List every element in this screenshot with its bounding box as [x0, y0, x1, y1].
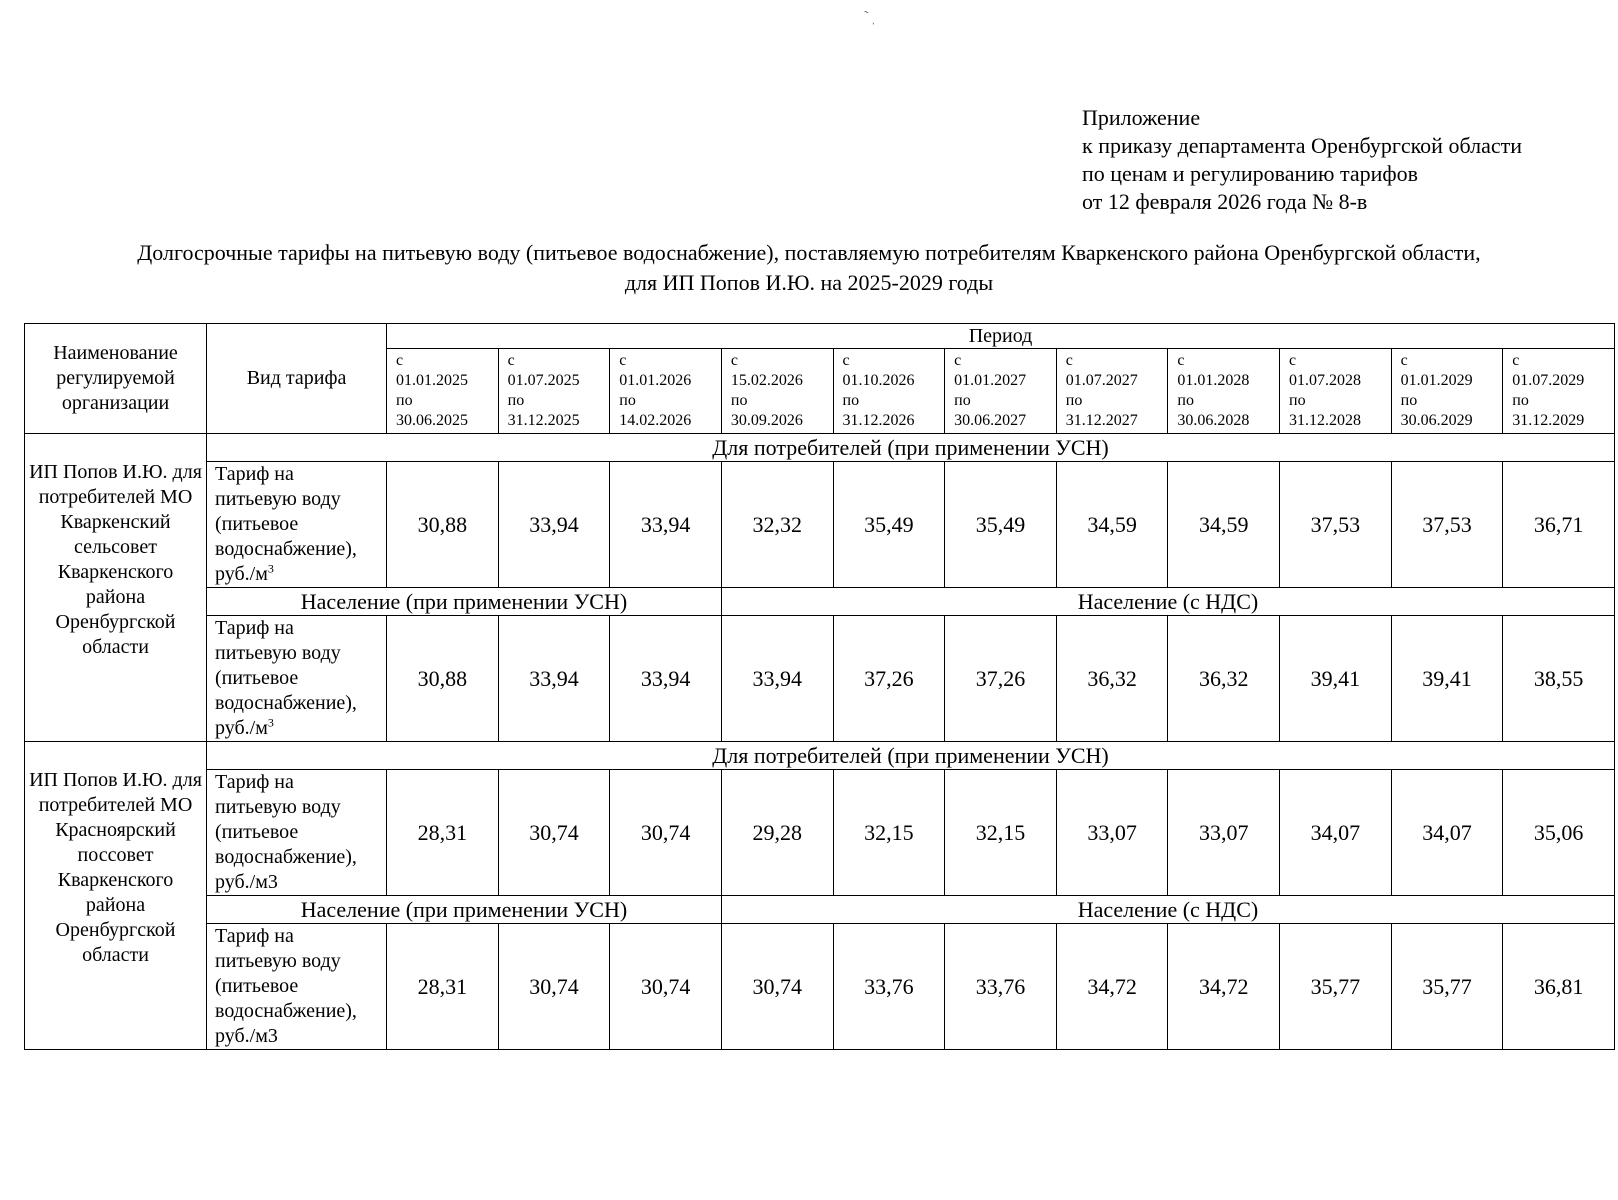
tariff-value: 33,94 — [498, 462, 610, 588]
table-row — [25, 462, 1615, 588]
tariff-value: 32,32 — [721, 462, 833, 588]
period-to: 30.06.2027 — [954, 412, 1027, 429]
period-header-cell — [610, 349, 722, 434]
period-c: с — [1400, 352, 1408, 369]
tariff-value: 28,31 — [387, 770, 499, 896]
tariff-value: 36,32 — [1056, 616, 1168, 742]
period-header-cell — [1168, 349, 1280, 434]
tariff-value: 33,94 — [610, 616, 722, 742]
period-from: 01.01.2025 — [396, 372, 469, 389]
header-org: Наименование регулируемой организации — [25, 324, 207, 434]
tariff-value: 35,49 — [833, 462, 945, 588]
title-line-2: для ИП Попов И.Ю. на 2025-2029 годы — [624, 270, 994, 295]
section-row — [25, 896, 1615, 924]
tariff-value: 30,74 — [721, 924, 833, 1050]
organization-name: ИП Попов И.Ю. для потребителей МО Кваркенский сельсовет Кваркенского района Оренбургской области — [25, 434, 207, 742]
period-c: с — [730, 352, 739, 369]
period-po: по — [1289, 392, 1306, 409]
tariff-kind — [207, 616, 387, 742]
period-po: по — [1177, 392, 1194, 409]
tariff-value: 30,74 — [610, 924, 722, 1050]
tariff-value: 35,06 — [1503, 770, 1615, 896]
period-from: 01.07.2025 — [507, 372, 580, 389]
tariff-value: 37,53 — [1391, 462, 1503, 588]
period-c: с — [507, 352, 515, 369]
tariff-kind-label: Тариф на питьевую воду (питьевое водоснабжение), руб./м — [215, 617, 357, 739]
consumers-heading: Для потребителей (при применении УСН) — [207, 434, 1615, 462]
period-c: с — [1065, 352, 1073, 369]
consumers-heading: Для потребителей (при применении УСН) — [207, 742, 1615, 770]
tariff-value: 34,72 — [1056, 924, 1168, 1050]
tariff-kind-label: Тариф на питьевую воду (питьевое водоснабжение), руб./м — [215, 463, 357, 585]
period-po: по — [1512, 392, 1529, 409]
organization-name: ИП Попов И.Ю. для потребителей МО Красноярский поссовет Кваркенского района Оренбургской области — [25, 742, 207, 1050]
period-c: с — [1289, 352, 1297, 369]
period-to: 31.12.2025 — [507, 412, 580, 429]
period-from: 01.07.2028 — [1289, 372, 1362, 389]
period-to: 31.12.2029 — [1512, 412, 1585, 429]
appendix-line: Приложение — [1082, 105, 1201, 130]
document-title — [0, 238, 1618, 298]
tariff-value: 34,59 — [1168, 462, 1280, 588]
appendix-block — [1082, 104, 1522, 216]
table-row — [25, 924, 1615, 1050]
period-to: 30.06.2029 — [1400, 412, 1473, 429]
period-c: с — [954, 352, 962, 369]
scan-artifact: ˜ ˎ — [861, 9, 881, 27]
period-header-cell — [498, 349, 610, 434]
tariff-value: 32,15 — [945, 770, 1057, 896]
tariff-value: 33,94 — [721, 616, 833, 742]
tariff-value: 39,41 — [1391, 616, 1503, 742]
period-from: 01.07.2027 — [1065, 372, 1138, 389]
population-usn-heading: Население (при применении УСН) — [207, 896, 722, 924]
header-tariff-kind: Вид тарифа — [207, 324, 387, 434]
period-po: по — [1400, 392, 1418, 409]
period-po: по — [954, 392, 971, 409]
tariff-value: 34,72 — [1168, 924, 1280, 1050]
period-from: 01.01.2028 — [1177, 372, 1250, 389]
tariff-value: 30,74 — [498, 924, 610, 1050]
tariff-value: 34,07 — [1280, 770, 1392, 896]
period-po: по — [507, 392, 525, 409]
period-to: 31.12.2026 — [842, 412, 915, 429]
tariff-value: 30,88 — [387, 616, 499, 742]
header-period: Период — [387, 324, 1615, 349]
tariff-kind — [207, 770, 387, 896]
period-header-cell — [1280, 349, 1392, 434]
population-vat-heading: Население (с НДС) — [721, 896, 1614, 924]
tariff-value: 33,94 — [498, 616, 610, 742]
period-to: 30.09.2026 — [730, 412, 803, 429]
tariff-value: 32,15 — [833, 770, 945, 896]
tariff-kind-label: Тариф на питьевую воду (питьевое водоснабжение), руб./м3 — [215, 925, 357, 1047]
unit-superscript: 3 — [267, 561, 274, 576]
title-line-1: Долгосрочные тарифы на питьевую воду (питьевое водоснабжение), поставляемую потребителям Кваркенского района Оренбургской области, — [137, 240, 1481, 265]
tariff-kind — [207, 462, 387, 588]
appendix-line: от 12 февраля 2026 года № 8-в — [1082, 189, 1368, 214]
tariff-value: 38,55 — [1503, 616, 1615, 742]
tariff-value: 36,71 — [1503, 462, 1615, 588]
tariff-kind-label: Тариф на питьевую воду (питьевое водоснабжение), руб./м3 — [215, 771, 357, 893]
period-po: по — [396, 392, 413, 409]
period-header-cell — [387, 349, 499, 434]
tariff-value: 33,94 — [610, 462, 722, 588]
tariff-value: 35,49 — [945, 462, 1057, 588]
period-to: 31.12.2027 — [1065, 412, 1138, 429]
period-po: по — [619, 392, 636, 409]
period-from: 01.01.2029 — [1400, 372, 1473, 389]
tariff-value: 29,28 — [721, 770, 833, 896]
period-from: 01.01.2026 — [619, 372, 692, 389]
period-to: 14.02.2026 — [619, 412, 692, 429]
section-row — [25, 588, 1615, 616]
period-to: 30.06.2028 — [1177, 412, 1250, 429]
period-po: по — [1065, 392, 1083, 409]
period-to: 30.06.2025 — [396, 412, 469, 429]
section-row — [25, 742, 1615, 770]
tariff-table — [24, 323, 1615, 1050]
table-row — [25, 770, 1615, 896]
period-header-cell — [1056, 349, 1168, 434]
tariff-value: 33,07 — [1056, 770, 1168, 896]
tariff-value: 36,81 — [1503, 924, 1615, 1050]
period-from: 15.02.2026 — [730, 372, 803, 389]
population-vat-heading: Население (с НДС) — [721, 588, 1614, 616]
section-row — [25, 434, 1615, 462]
tariff-value: 30,88 — [387, 462, 499, 588]
appendix-line: по ценам и регулированию тарифов — [1082, 161, 1419, 186]
period-to: 31.12.2028 — [1289, 412, 1362, 429]
tariff-kind — [207, 924, 387, 1050]
period-c: с — [619, 352, 627, 369]
period-header-cell — [945, 349, 1057, 434]
tariff-value: 37,26 — [833, 616, 945, 742]
tariff-value: 30,74 — [498, 770, 610, 896]
tariff-value: 39,41 — [1280, 616, 1392, 742]
tariff-value: 33,07 — [1168, 770, 1280, 896]
period-po: по — [730, 392, 748, 409]
tariff-value: 30,74 — [610, 770, 722, 896]
period-header-cell — [833, 349, 945, 434]
period-c: с — [1177, 352, 1185, 369]
period-po: по — [842, 392, 860, 409]
period-c: с — [1512, 352, 1520, 369]
tariff-value: 37,26 — [945, 616, 1057, 742]
tariff-value: 37,53 — [1280, 462, 1392, 588]
tariff-value: 34,59 — [1056, 462, 1168, 588]
period-from: 01.01.2027 — [954, 372, 1027, 389]
period-from: 01.10.2026 — [842, 372, 915, 389]
period-c: с — [842, 352, 850, 369]
tariff-value: 33,76 — [945, 924, 1057, 1050]
period-c: с — [396, 352, 404, 369]
table-row — [25, 616, 1615, 742]
period-header-cell — [721, 349, 833, 434]
population-usn-heading: Население (при применении УСН) — [207, 588, 722, 616]
unit-superscript: 3 — [267, 715, 274, 730]
tariff-value: 35,77 — [1280, 924, 1392, 1050]
period-from: 01.07.2029 — [1512, 372, 1585, 389]
tariff-value: 28,31 — [387, 924, 499, 1050]
tariff-value: 34,07 — [1391, 770, 1503, 896]
tariff-value: 33,76 — [833, 924, 945, 1050]
tariff-value: 35,77 — [1391, 924, 1503, 1050]
period-header-cell — [1391, 349, 1503, 434]
appendix-line: к приказу департамента Оренбургской области — [1082, 133, 1522, 158]
period-header-cell — [1503, 349, 1615, 434]
tariff-value: 36,32 — [1168, 616, 1280, 742]
